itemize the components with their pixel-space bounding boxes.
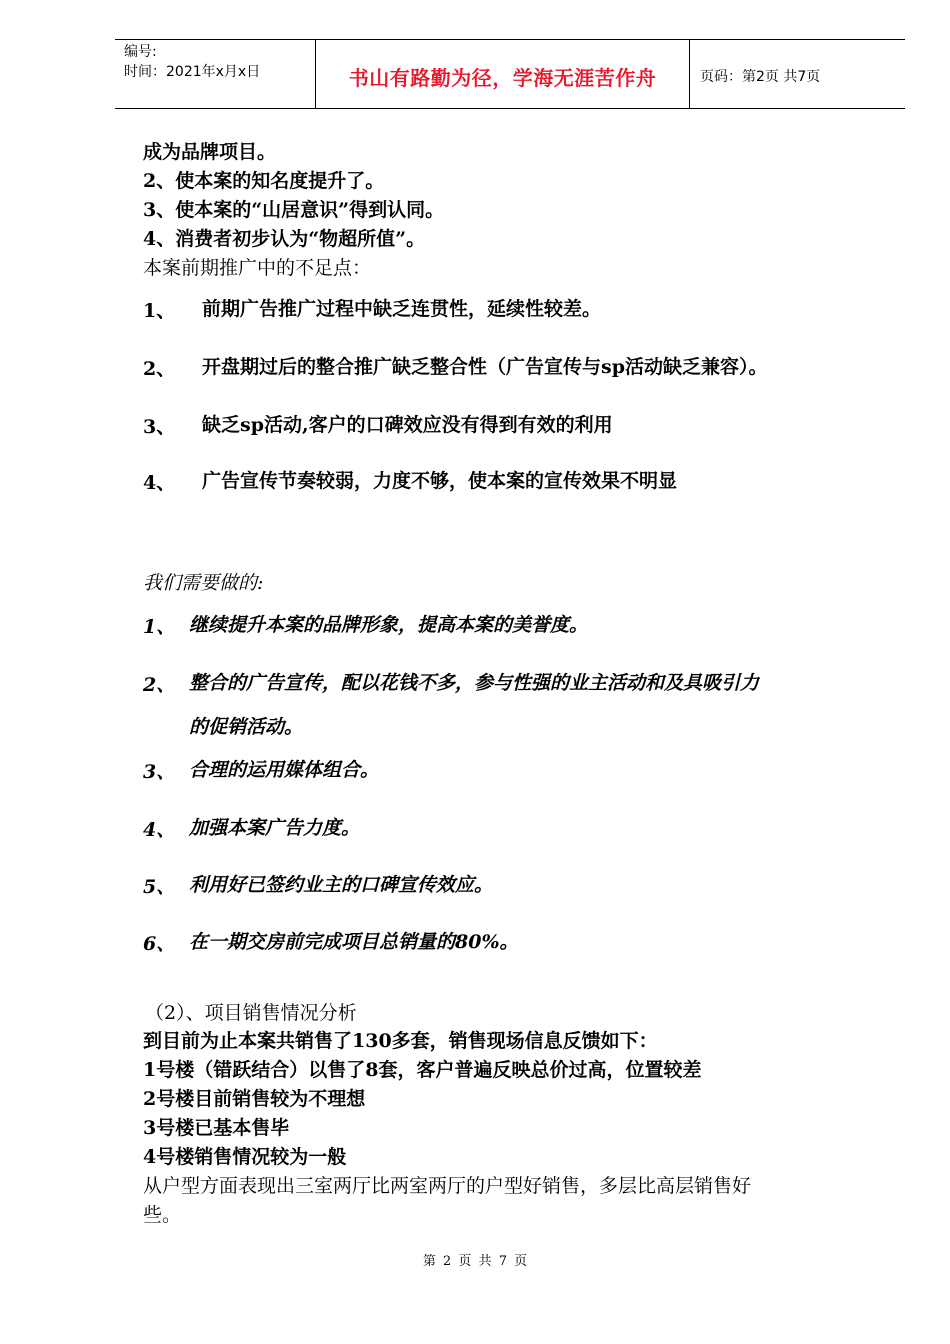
shortcoming-text: 缺乏sp活动,客户的口碑效应没有得到有效的利用: [202, 414, 613, 436]
header-table: [115, 39, 905, 109]
header-motto-cell: [316, 40, 690, 108]
todo-text-continued: 的促销活动。: [189, 716, 304, 738]
todo-number: 6、: [143, 933, 176, 955]
todo-number: 5、: [143, 876, 176, 898]
shortcoming-number: 1、: [143, 300, 176, 322]
todo-number: 4、: [143, 819, 176, 841]
motto: 书山有路勤为径，学海无涯苦作舟: [348, 66, 657, 90]
todo-title: 我们需要做的:: [143, 572, 264, 594]
todo-text: 加强本案广告力度。: [189, 817, 361, 839]
sales-line: 到目前为止本案共销售了130多套，销售现场信息反馈如下：: [143, 1030, 658, 1052]
page-footer: 第 2 页 共 7 页: [422, 1254, 528, 1269]
section-title: （2）、项目销售情况分析: [145, 1002, 357, 1024]
page-code: 页码：第2页 共7页: [700, 69, 821, 85]
sales-line: 2号楼目前销售较为不理想: [143, 1088, 366, 1110]
intro-line: 3、使本案的“山居意识”得到认同。: [143, 199, 445, 221]
todo-number: 1、: [143, 616, 176, 638]
todo-number: 3、: [143, 761, 176, 783]
intro-line: 4、消费者初步认为“物超所值”。: [143, 228, 426, 250]
sales-line: 3号楼已基本售毕: [143, 1117, 290, 1139]
shortcoming-number: 3、: [143, 416, 176, 438]
sales-line: 些。: [143, 1204, 182, 1226]
sales-line: 从户型方面表现出三室两厅比两室两厅的户型好销售，多层比高层销售好: [143, 1175, 752, 1197]
sales-line: 1号楼（错跃结合）以售了8套，客户普遍反映总价过高，位置较差: [143, 1059, 702, 1081]
intro-line: 2、使本案的知名度提升了。: [143, 170, 385, 192]
header-page-cell: [690, 40, 905, 108]
sales-line: 4号楼销售情况较为一般: [143, 1146, 347, 1168]
shortcoming-text: 开盘期过后的整合推广缺乏整合性（广告宣传与sp活动缺乏兼容）。: [202, 356, 768, 378]
todo-text: 利用好已签约业主的口碑宣传效应。: [189, 874, 494, 896]
shortcoming-text: 前期广告推广过程中缺乏连贯性，延续性较差。: [202, 298, 602, 320]
shortcomings-heading: 本案前期推广中的不足点：: [143, 257, 372, 279]
shortcoming-number: 4、: [143, 472, 176, 494]
shortcoming-text: 广告宣传节奏较弱，力度不够，使本案的宣传效果不明显: [202, 470, 678, 492]
time-label: 时间：2021年x月x日: [124, 64, 261, 80]
shortcoming-number: 2、: [143, 358, 176, 380]
header-meta-cell: [115, 40, 316, 108]
todo-number: 2、: [143, 674, 176, 696]
todo-text: 继续提升本案的品牌形象，提高本案的美誉度。: [189, 614, 589, 636]
todo-text: 合理的运用媒体组合。: [189, 759, 380, 781]
todo-text: 在一期交房前完成项目总销量的80%。: [189, 931, 519, 953]
intro-line: 成为品牌项目。: [143, 141, 277, 163]
number-label: 编号:: [124, 44, 157, 60]
todo-text: 整合的广告宣传，配以花钱不多，参与性强的业主活动和及具吸引力: [189, 672, 760, 694]
